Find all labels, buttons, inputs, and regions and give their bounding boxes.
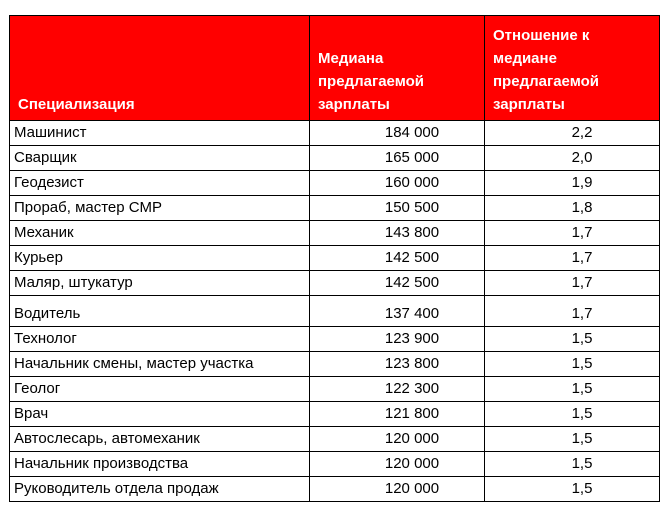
cell-median-salary: 165 000 (310, 146, 485, 171)
cell-specialization: Геодезист (10, 171, 310, 196)
cell-ratio: 1,5 (485, 477, 660, 502)
cell-specialization: Маляр, штукатур (10, 271, 310, 296)
cell-ratio: 1,7 (485, 271, 660, 296)
table-row (10, 221, 660, 246)
cell-ratio: 1,9 (485, 171, 660, 196)
cell-ratio: 1,5 (485, 377, 660, 402)
table-row (10, 196, 660, 221)
cell-median-salary: 122 300 (310, 377, 485, 402)
cell-specialization: Машинист (10, 121, 310, 146)
table-row (10, 427, 660, 452)
cell-specialization: Руководитель отдела продаж (10, 477, 310, 502)
table-row (10, 377, 660, 402)
cell-specialization: Технолог (10, 327, 310, 352)
cell-specialization: Водитель (10, 296, 310, 327)
cell-ratio: 1,8 (485, 196, 660, 221)
cell-median-salary: 137 400 (310, 296, 485, 327)
cell-specialization: Геолог (10, 377, 310, 402)
cell-specialization: Механик (10, 221, 310, 246)
table-row (10, 171, 660, 196)
table-row (10, 296, 660, 327)
table-row (10, 121, 660, 146)
table-row (10, 402, 660, 427)
cell-specialization: Сварщик (10, 146, 310, 171)
table-row (10, 477, 660, 502)
cell-ratio: 1,5 (485, 327, 660, 352)
cell-median-salary: 123 800 (310, 352, 485, 377)
cell-ratio: 2,2 (485, 121, 660, 146)
cell-ratio: 1,5 (485, 352, 660, 377)
cell-ratio: 1,7 (485, 296, 660, 327)
table-row (10, 271, 660, 296)
cell-ratio: 1,7 (485, 246, 660, 271)
cell-median-salary: 184 000 (310, 121, 485, 146)
cell-specialization: Прораб, мастер СМР (10, 196, 310, 221)
cell-ratio: 1,7 (485, 221, 660, 246)
cell-ratio: 1,5 (485, 427, 660, 452)
cell-median-salary: 120 000 (310, 427, 485, 452)
cell-ratio: 1,5 (485, 402, 660, 427)
cell-median-salary: 120 000 (310, 477, 485, 502)
cell-median-salary: 123 900 (310, 327, 485, 352)
cell-specialization: Начальник производства (10, 452, 310, 477)
header-specialization: Специализация (10, 16, 310, 121)
cell-specialization: Начальник смены, мастер участка (10, 352, 310, 377)
header-ratio: Отношение к медиане предлагаемой зарплаты (485, 16, 660, 121)
table-row (10, 452, 660, 477)
cell-median-salary: 120 000 (310, 452, 485, 477)
table-row (10, 146, 660, 171)
salary-table (9, 15, 660, 502)
table-row (10, 327, 660, 352)
cell-median-salary: 143 800 (310, 221, 485, 246)
cell-specialization: Курьер (10, 246, 310, 271)
table-row (10, 352, 660, 377)
header-row (10, 16, 660, 121)
cell-median-salary: 121 800 (310, 402, 485, 427)
cell-median-salary: 160 000 (310, 171, 485, 196)
header-median-salary: Медиана предлагаемой зарплаты (310, 16, 485, 121)
cell-specialization: Врач (10, 402, 310, 427)
cell-median-salary: 142 500 (310, 271, 485, 296)
table-row (10, 246, 660, 271)
cell-ratio: 2,0 (485, 146, 660, 171)
cell-median-salary: 142 500 (310, 246, 485, 271)
cell-specialization: Автослесарь, автомеханик (10, 427, 310, 452)
cell-ratio: 1,5 (485, 452, 660, 477)
cell-median-salary: 150 500 (310, 196, 485, 221)
